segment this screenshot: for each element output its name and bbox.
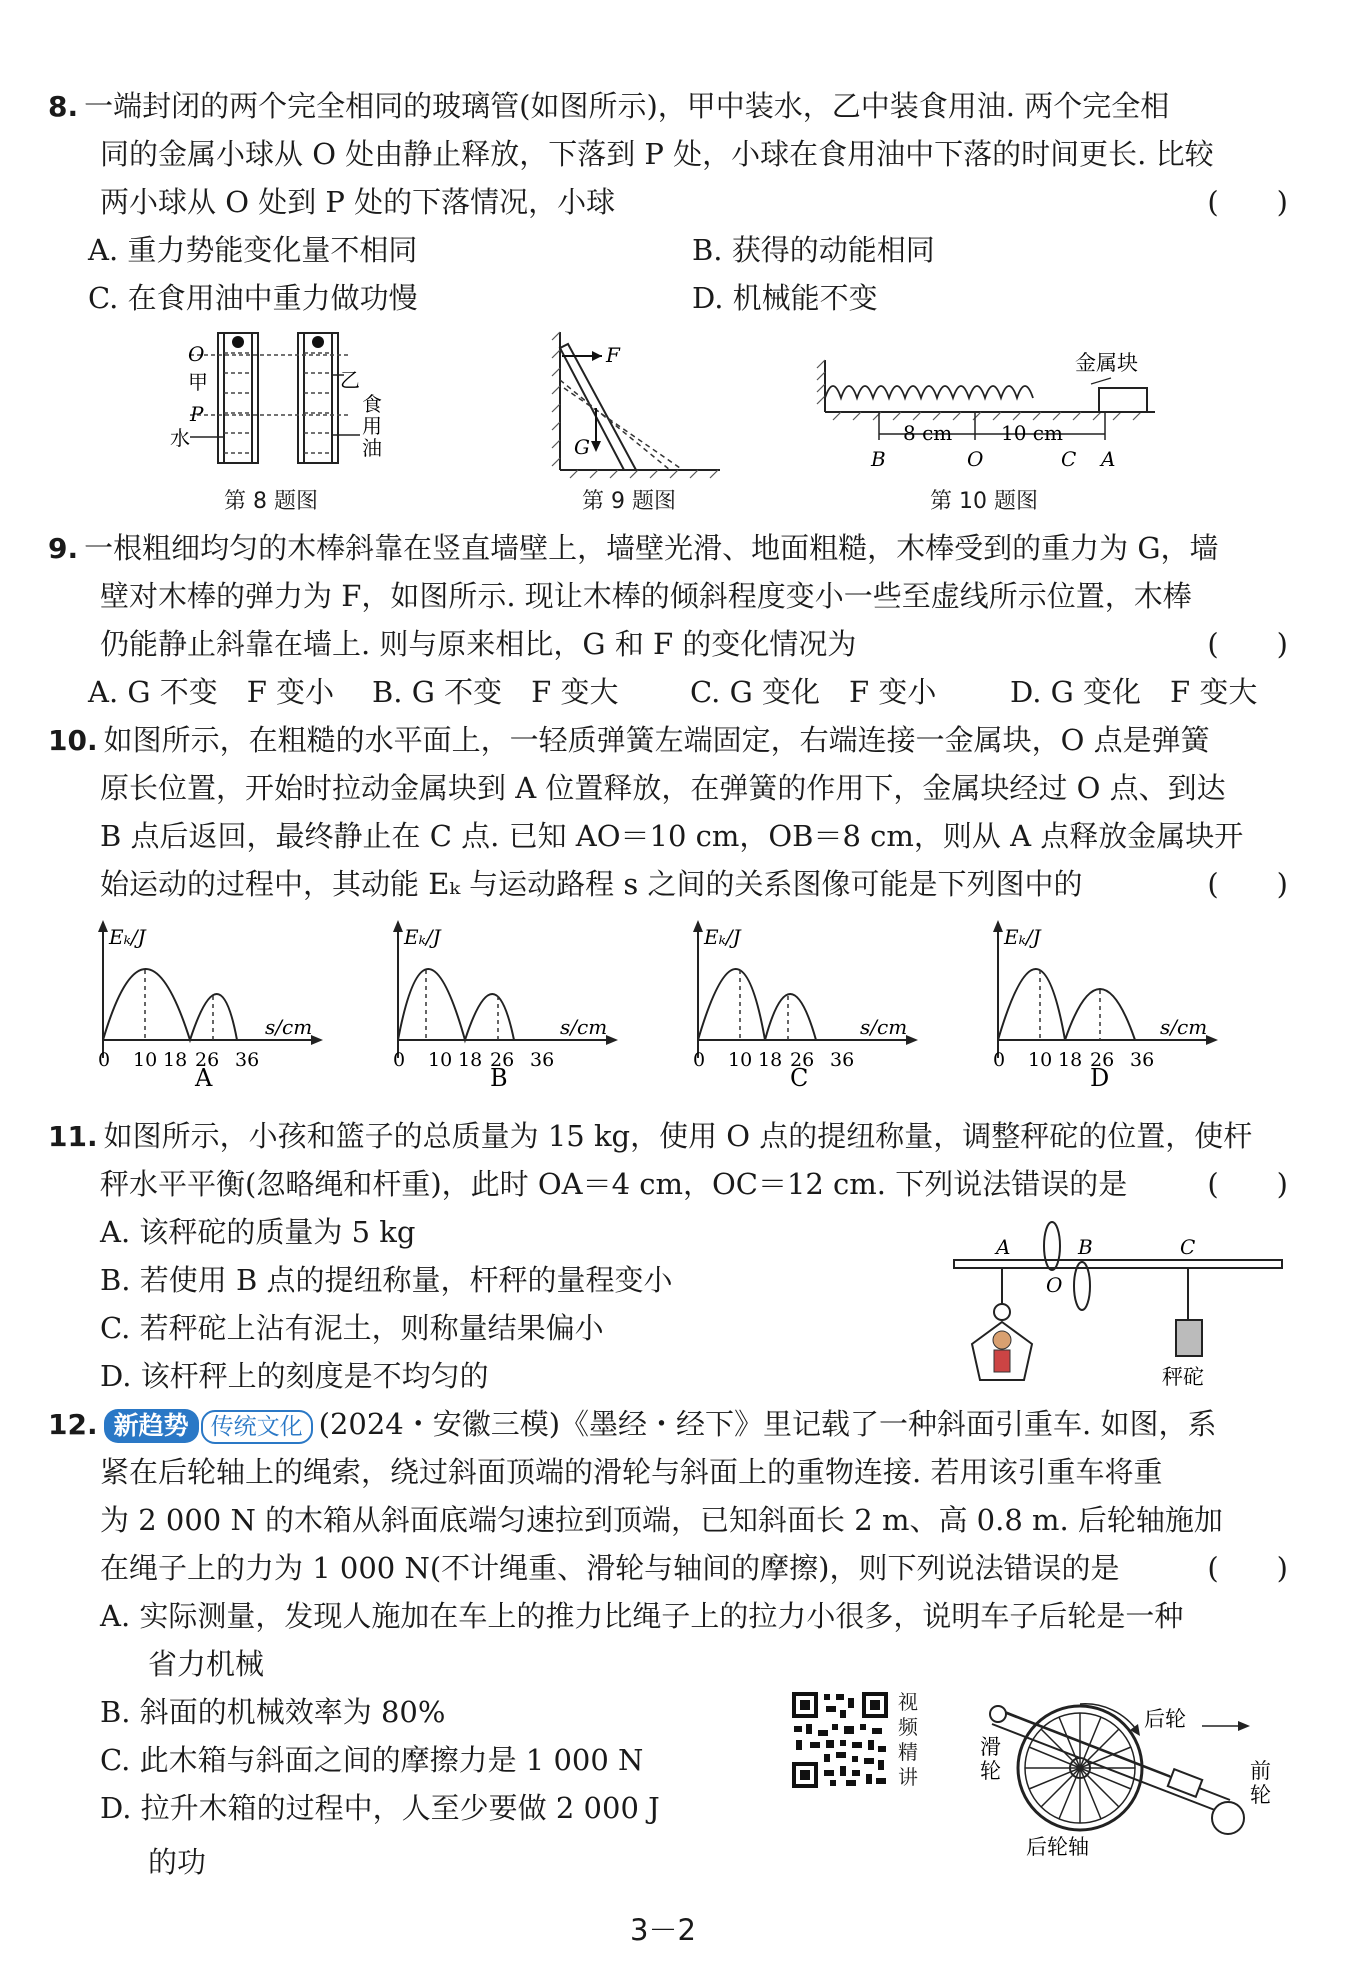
q12-pulley <box>990 1706 1006 1722</box>
q10-answer-paren: ( ) <box>1207 867 1288 901</box>
q10-graph-a-tick-26: 26 <box>195 1049 220 1071</box>
q11-label-c: C <box>1180 1235 1196 1259</box>
q12-line-2: 紧在后轮轴上的绳索，绕过斜面顶端的滑轮与斜面上的重物连接. 若用该引重车将重 <box>100 1455 1163 1489</box>
q10-label-8cm: 8 cm <box>903 421 953 445</box>
q10-line-4: 始运动的过程中，其动能 Eₖ 与运动路程 s 之间的关系图像可能是下列图中的 <box>100 867 1083 901</box>
q10-graph-d-tick-26: 26 <box>1090 1049 1115 1071</box>
q10-graph-c-xlabel: s/cm <box>860 1015 908 1039</box>
q10-graph-b-curve <box>398 969 514 1040</box>
q10-graph-a-tick-10: 10 <box>133 1049 158 1071</box>
q8-line-1: 8. 一端封闭的两个完全相同的玻璃管(如图所示)，甲中装水，乙中装食用油. 两个完全相 <box>48 89 1170 123</box>
q12-option-a: A. 实际测量，发现人施加在车上的推力比绳子上的拉力小很多，说明车子后轮是一种 <box>100 1599 1184 1633</box>
q8-figure <box>160 325 420 475</box>
q11-number: 11. <box>48 1120 98 1153</box>
q11-loop-b <box>1074 1262 1090 1310</box>
q10-graph-d-tick-36: 36 <box>1130 1049 1155 1071</box>
q12-crate <box>1168 1769 1202 1797</box>
q12-line-4: 在绳子上的力为 1 000 N(不计绳重、滑轮与轴间的摩擦)，则下列说法错误的是 <box>100 1551 1120 1585</box>
q8-line-3: 两小球从 O 处到 P 处的下落情况，小球 <box>100 185 616 219</box>
q10-graph-c <box>690 918 920 1092</box>
q11-child-head <box>993 1331 1011 1349</box>
q10-label-c: C <box>1061 447 1077 471</box>
q10-graph-c-tick-36: 36 <box>830 1049 855 1071</box>
q12-tag-culture: 传统文化 <box>201 1410 313 1444</box>
q10-graph-b-xlabel: s/cm <box>560 1015 608 1039</box>
q12-label-front-2: 轮 <box>1250 1783 1271 1807</box>
q12-line-1: 12. 新趋势 传统文化 (2024・安徽三模)《墨经・经下》里记载了一种斜面引重车. 如图，系 <box>48 1404 1288 1445</box>
q8-answer-paren: ( ) <box>1207 185 1288 219</box>
q10-number: 10. <box>48 724 98 757</box>
q10-line-3: B 点后返回，最终静止在 C 点. 已知 AO＝10 cm，OB＝8 cm，则从 A 点释放金属块开 <box>100 819 1244 853</box>
q11-option-d: D. 该杆秤上的刻度是不均匀的 <box>100 1359 489 1393</box>
q12-option-a-cont: 省力机械 <box>148 1647 265 1681</box>
q9-rod <box>560 344 636 470</box>
q8-option-a: A. 重力势能变化量不相同 <box>88 233 418 267</box>
q9-label-g: G <box>574 435 590 459</box>
q10-spring <box>825 386 1033 398</box>
q8-number: 8. <box>48 90 79 123</box>
q9-label-f: F <box>606 343 620 367</box>
q11-weight <box>1176 1320 1202 1356</box>
q10-graph-a <box>95 918 325 1092</box>
q9-line-2: 壁对木棒的弹力为 F，如图所示. 现让木棒的倾斜程度变小一些至虚线所示位置，木棒 <box>100 579 1192 613</box>
q8-label-p: P <box>190 402 204 426</box>
q10-graph-d-tick-10: 10 <box>1028 1049 1053 1071</box>
q8-label-o: O <box>188 342 205 366</box>
q10-graph-c-curve <box>698 969 816 1040</box>
q12-label-axle: 后轮轴 <box>1026 1835 1089 1859</box>
q10-graph-c-label: C <box>790 1064 809 1088</box>
q10-graph-a-curve <box>103 969 237 1040</box>
q9-line-1: 9. 一根粗细均匀的木棒斜靠在竖直墙壁上，墙壁光滑、地面粗糙，木棒受到的重力为 G，墙 <box>48 531 1219 565</box>
q11-option-c: C. 若秤砣上沾有泥土，则称量结果偏小 <box>100 1311 604 1345</box>
q9-line-3: 仍能静止斜靠在墙上. 则与原来相比，G 和 F 的变化情况为 <box>100 627 857 661</box>
q11-label-o: O <box>1046 1273 1063 1297</box>
q8-ball-2 <box>312 336 324 348</box>
q10-graph-a-tick-0: 0 <box>98 1049 111 1071</box>
q11-child-body <box>994 1350 1010 1372</box>
q10-graph-a-ylabel: Eₖ/J <box>109 925 146 949</box>
q11-label-a: A <box>996 1235 1011 1259</box>
q12-option-d-cont: 的功 <box>148 1845 207 1879</box>
q10-graph-b-tick-36: 36 <box>530 1049 555 1071</box>
q10-graph-a-label: A <box>195 1064 213 1088</box>
q9-number: 9. <box>48 532 79 565</box>
q10-line-1: 10. 如图所示，在粗糙的水平面上，一轻质弹簧左端固定，右端连接一金属块，O 点是弹簧 <box>48 723 1210 757</box>
q12-option-c: C. 此木箱与斜面之间的摩擦力是 1 000 N <box>100 1743 644 1777</box>
q9-option-a: A. G 不变 F 变小 <box>88 675 335 709</box>
q12-label-front-1: 前 <box>1250 1759 1271 1783</box>
q11-line-1: 11. 如图所示，小孩和篮子的总质量为 15 kg，使用 O 点的提纽称量，调整秤砣的位置，使杆 <box>48 1119 1253 1153</box>
page-number: 3－2 <box>630 1913 696 1947</box>
q8-label-oil-3: 油 <box>362 436 382 460</box>
q10-graph-d-xlabel: s/cm <box>1160 1015 1208 1039</box>
q11-option-b: B. 若使用 B 点的提纽称量，杆秤的量程变小 <box>100 1263 673 1297</box>
q10-graph-d-tick-0: 0 <box>993 1049 1006 1071</box>
q8-label-oil-2: 用 <box>362 414 382 438</box>
q8-caption: 第 8 题图 <box>224 489 318 514</box>
q8-label-jia: 甲 <box>188 370 208 394</box>
q8-ball-1 <box>232 336 244 348</box>
q10-graph-b-ylabel: Eₖ/J <box>404 925 441 949</box>
q10-caption: 第 10 题图 <box>930 489 1038 514</box>
q10-label-10cm: 10 cm <box>1001 421 1063 445</box>
q9-answer-paren: ( ) <box>1207 627 1288 661</box>
q11-label-weight: 秤砣 <box>1162 1365 1204 1389</box>
q8-option-d: D. 机械能不变 <box>692 281 878 315</box>
q10-metal-block <box>1099 388 1147 412</box>
q11-label-b: B <box>1078 1235 1093 1259</box>
q10-graph-b-tick-0: 0 <box>393 1049 406 1071</box>
q8-option-b: B. 获得的动能相同 <box>692 233 935 267</box>
q10-graph-d-ylabel: Eₖ/J <box>1004 925 1041 949</box>
q10-graph-b-label: B <box>490 1064 508 1088</box>
q12-label-rear-wheel: 后轮 <box>1144 1707 1186 1731</box>
q9-caption: 第 9 题图 <box>582 489 676 514</box>
q10-label-block: 金属块 <box>1075 351 1138 375</box>
qr-code[interactable] <box>790 1690 890 1790</box>
q12-label-pulley-1: 滑 <box>980 1735 1001 1759</box>
q10-graph-b <box>390 918 620 1092</box>
q10-label-b: B <box>871 447 886 471</box>
q10-graph-a-tick-36: 36 <box>235 1049 260 1071</box>
q10-graph-d-curve <box>998 969 1135 1040</box>
q10-graph-c-tick-18: 18 <box>758 1049 783 1071</box>
q8-option-c: C. 在食用油中重力做功慢 <box>88 281 418 315</box>
q10-graph-a-xlabel: s/cm <box>265 1015 313 1039</box>
q12-tag-trend: 新趋势 <box>104 1409 199 1443</box>
q10-graph-c-tick-26: 26 <box>790 1049 815 1071</box>
q10-graph-d <box>990 918 1220 1092</box>
q11-answer-paren: ( ) <box>1207 1167 1288 1201</box>
q10-label-a: A <box>1101 447 1116 471</box>
q11-figure <box>950 1212 1290 1392</box>
q10-graph-b-tick-10: 10 <box>428 1049 453 1071</box>
q8-line-2: 同的金属小球从 O 处由静止释放，下落到 P 处，小球在食用油中下落的时间更长. 比较 <box>100 137 1214 171</box>
q11-line-2: 秤水平平衡(忽略绳和杆重)，此时 OA＝4 cm，OC＝12 cm. 下列说法错误的是 <box>100 1167 1128 1201</box>
q10-graph-d-tick-18: 18 <box>1058 1049 1083 1071</box>
q12-line-3: 为 2 000 N 的木箱从斜面底端匀速拉到顶端，已知斜面长 2 m、高 0.8 m. 后轮轴施加 <box>100 1503 1223 1537</box>
q9-option-b: B. G 不变 F 变大 <box>372 675 619 709</box>
q10-graph-a-tick-18: 18 <box>163 1049 188 1071</box>
q10-graph-d-label: D <box>1090 1064 1110 1088</box>
q9-option-c: C. G 变化 F 变小 <box>690 675 937 709</box>
q12-option-b: B. 斜面的机械效率为 80% <box>100 1695 446 1729</box>
q12-option-d: D. 拉升木箱的过程中，人至少要做 2 000 J <box>100 1791 660 1825</box>
q10-line-2: 原长位置，开始时拉动金属块到 A 位置释放，在弹簧的作用下，金属块经过 O 点、到达 <box>100 771 1226 805</box>
q10-graph-c-tick-10: 10 <box>728 1049 753 1071</box>
q12-label-pulley-2: 轮 <box>980 1759 1001 1783</box>
q11-option-a: A. 该秤砣的质量为 5 kg <box>100 1215 416 1249</box>
q12-answer-paren: ( ) <box>1207 1551 1288 1585</box>
q8-label-oil-1: 食 <box>362 392 382 416</box>
q9-figure <box>540 330 730 480</box>
q9-option-d: D. G 变化 F 变大 <box>1010 675 1258 709</box>
q10-graph-c-tick-0: 0 <box>693 1049 706 1071</box>
q12-number: 12. <box>48 1408 98 1441</box>
q10-graph-b-tick-18: 18 <box>458 1049 483 1071</box>
q10-graph-b-tick-26: 26 <box>490 1049 515 1071</box>
qr-caption: 视 频 精 讲 <box>898 1690 918 1789</box>
q10-label-o: O <box>967 447 984 471</box>
q8-label-water: 水 <box>170 426 190 450</box>
q8-label-yi: 乙 <box>340 368 360 392</box>
q11-steelyard-rod <box>954 1260 1282 1268</box>
q10-graph-c-ylabel: Eₖ/J <box>704 925 741 949</box>
q12-figure <box>980 1690 1300 1860</box>
q10-figure <box>815 340 1175 480</box>
q12-front-wheel <box>1212 1802 1244 1834</box>
